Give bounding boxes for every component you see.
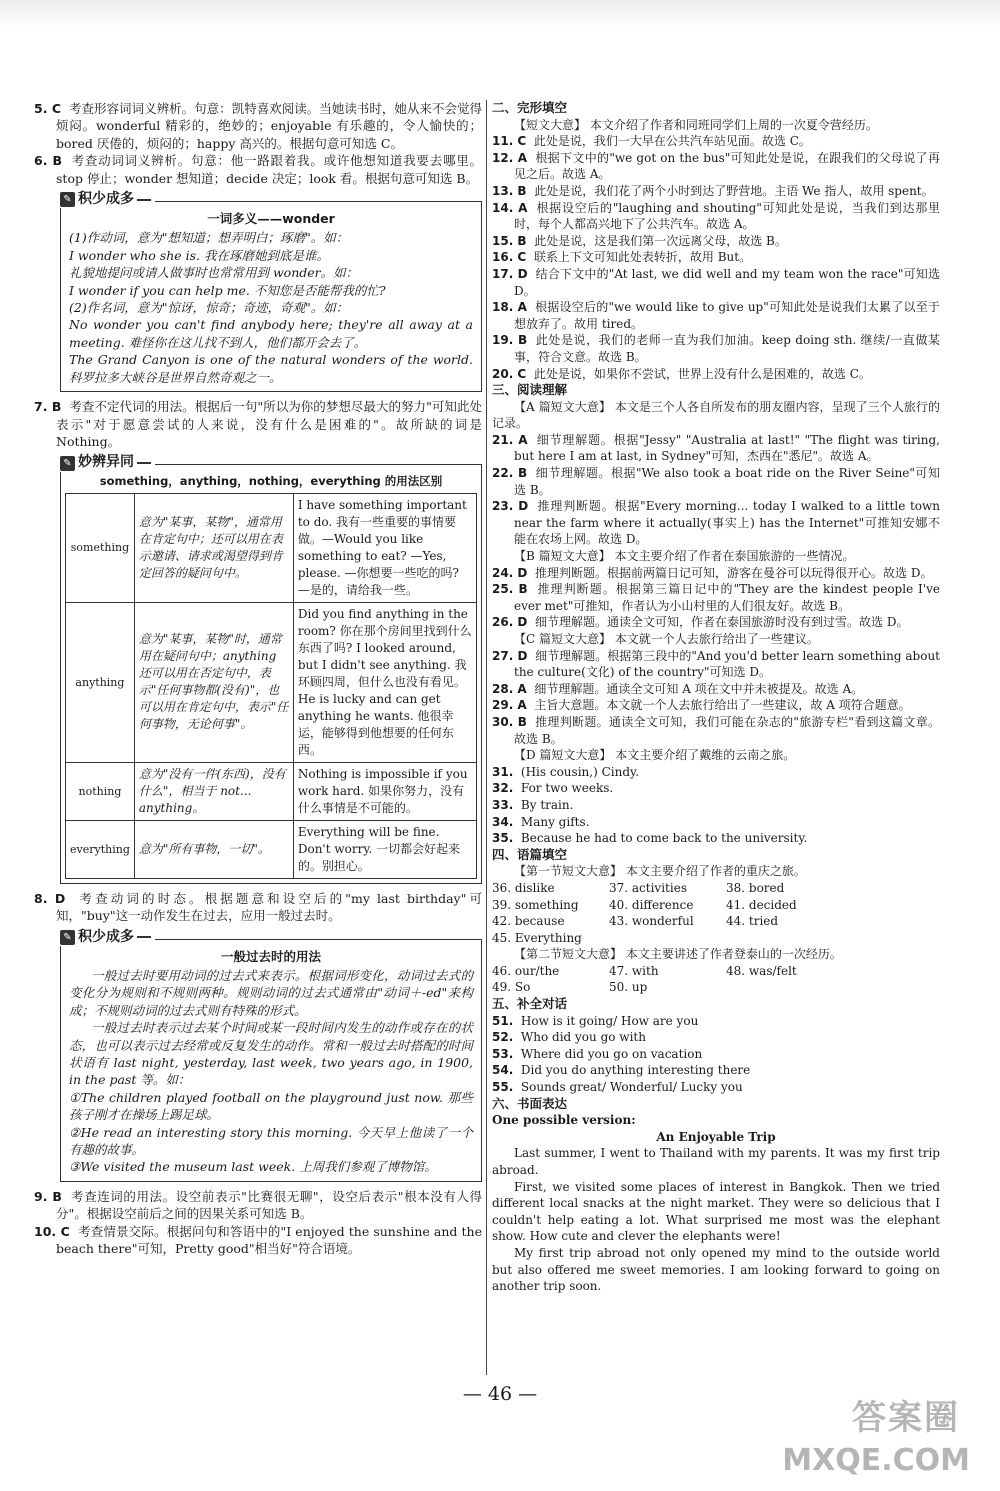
- table-cell-usage: 意为"没有一件(东西)，没有什么"，相当于 not... anything。: [134, 762, 293, 820]
- compare-box: [60, 454, 482, 883]
- answer-item: 15. B 此处是说，这是我们第一次远离父母，故选 B。: [492, 233, 787, 248]
- cloze-answers: [492, 133, 940, 382]
- table-cell-example: Did you find anything in the room? 你在那个房间里找到什么东西了吗? I looked around, but I didn't see anything. 我环顾四周，但什么也没有看见。He is lucky and can get anything he wants. 他很幸运，能够得到他想要的任何东西。: [293, 602, 476, 762]
- table-row: [66, 493, 477, 602]
- passage-a-answers: [492, 432, 940, 548]
- answer-item: 19. B 此处是说，我们的老师一直为我们加油。keep doing sth. 继续/一直做某事，符合文意。故选 B。: [492, 333, 940, 364]
- tip-line: 一般过去时要用动词的过去式来表示。根据词形变化，动词过去式的变化分为规则和不规则两种。规则动词的过去式通常由"动词＋-ed"来构成；不规则动词的过去式则有特殊的形式。: [69, 967, 473, 1018]
- answer-7: 7. B 考查不定代词的用法。根据后一句"所以为你的梦想尽最大的努力"可知此处表示"对于愿意尝试的人来说，没有什么是困难的"。故所缺的词是 Nothing。: [34, 399, 482, 449]
- answer-cell: 48. was/felt: [726, 963, 797, 978]
- answer-cell: [726, 930, 843, 947]
- table-row: [66, 820, 477, 878]
- compare-table: [65, 493, 477, 879]
- answer-item: 14. A 根据设空后的"laughing and shouting"可知此处是说，当我们到达那里时，每个人都高兴地下了公共汽车。故选 A。: [492, 200, 940, 232]
- answer-cell: 41. decided: [726, 897, 797, 912]
- right-column: [492, 100, 940, 1295]
- answer-item: 24. D 推理判断题。根据前两篇日记可知，游客在曼谷可以玩得很开心。故选 D。: [492, 565, 933, 580]
- answer-item: 16. C 联系上下文可知此处表转折，故用 But。: [492, 250, 752, 265]
- table-cell-word: something: [66, 493, 135, 602]
- tip-line: ③We visited the museum last week. 上周我们参观了博物馆。: [69, 1159, 437, 1175]
- answer-item: 55. Sounds great/ Wonderful/ Lucky you: [492, 1080, 743, 1095]
- answer-cell: 42. because: [492, 914, 565, 929]
- tip-line: ②He read an interesting story this morning. 今天早上他读了一个有趣的故事。: [69, 1124, 473, 1157]
- answer-cell: 39. something: [492, 897, 579, 912]
- compare-tag: ✎ 妙辨异同: [60, 454, 155, 471]
- passage-summary: 【B 篇短文大意】 本文主要介绍了作者在泰国旅游的一些情况。: [514, 549, 855, 564]
- tip-box-wonder: [60, 191, 482, 392]
- tip-title: 一般过去时的用法: [220, 948, 321, 964]
- answer-10: 10. C 考查情景交际。根据问句和答语中的"I enjoyed the sunshine and the beach there"可知，Pretty good"相当好"符合语境。: [34, 1223, 482, 1257]
- table-cell-usage: 意为"某事，某物"时，通常用在疑问句中；anything 还可以用在否定句中，表示"任何事物都(没有)"，也可以用在肯定句中，表示"任何事物，无论何事"。: [134, 602, 293, 762]
- table-row: [66, 762, 477, 820]
- answer-item: 26. D 细节理解题。通读全文可知，作者在泰国旅游时没有到过雪。故选 D。: [492, 615, 909, 630]
- answer-8: 8. D 考查动词的时态。根据题意和设空后的"my last birthday"可知，"buy"这一动作发生在过去，应用一般过去时。: [34, 890, 482, 924]
- answer-row: [492, 897, 940, 914]
- answer-item: 34. Many gifts.: [492, 814, 590, 829]
- answer-cell: 37. activities: [609, 880, 687, 895]
- answer-cell: [726, 979, 843, 996]
- passage-b-answers: [492, 565, 940, 631]
- section-heading: 四、语篇填空: [492, 846, 568, 862]
- tip-line: ①The children played football on the playground just now. 那些孩子刚才在操场上踢足球。: [69, 1089, 473, 1123]
- tip-tag: ✎ 积少成多: [60, 191, 155, 208]
- passage-summary: 【D 篇短文大意】 本文主要介绍了戴维的云南之旅。: [514, 748, 796, 763]
- answer-row: [492, 913, 940, 930]
- essay-title: An Enjoyable Trip: [656, 1129, 776, 1144]
- tip-line: The Grand Canyon is one of the natural wonders of the world. 科罗拉多大峡谷是世界自然奇观之一。: [69, 352, 473, 385]
- dialog-answers: [492, 1013, 940, 1096]
- passage-summary: 【第二节短文大意】 本文主要讲述了作者登泰山的一次经历。: [514, 947, 842, 962]
- passage-d-answers: [492, 764, 940, 847]
- tip-tag: ✎ 积少成多: [60, 929, 155, 946]
- page-number: — 46 —: [462, 1383, 538, 1405]
- essay-paragraph: First, we visited some places of interest in Bangkok. Then we tried different local snacks at the night market. They were so delicious that I couldn't help eating a lot. What surprised me most was the elephant show. How cute and clever the elephants were!: [492, 1179, 940, 1244]
- answer-item: 23. D 推理判断题。根据"Every morning... today I walked to a little town near the farm where it actually(事实上) has the Internet"可推知安娜不能在农场上网。故选 D。: [492, 499, 940, 547]
- answer-cell: 50. up: [609, 980, 648, 995]
- fill-answers-part2: [492, 963, 940, 996]
- book-icon: ✎: [60, 192, 75, 207]
- book-icon: ✎: [60, 930, 75, 945]
- answer-item: 12. A 根据下文中的"we got on the bus"可知此处是说，在跟我们的父母说了再见之后。故选 A。: [492, 150, 940, 182]
- answer-cell: 43. wonderful: [609, 914, 694, 929]
- passage-summary: 【A 篇短文大意】 本文是三个人各自所发布的朋友圈内容，呈现了三个人旅行的记录。: [492, 399, 940, 431]
- tip-title: 一词多义——wonder: [207, 211, 335, 227]
- answer-item: 27. D 细节理解题。根据第三段中的"And you'd better learn something about the culture(文化) of the country"可知选 D。: [492, 648, 940, 680]
- answer-cell: 38. bored: [726, 880, 785, 895]
- section-heading: 三、阅读理解: [492, 382, 568, 398]
- section-heading: 五、补全对话: [492, 996, 568, 1012]
- answer-item: 29. A 主旨大意题。本文就一个人去旅行给出了一些建议，故 A 项符合题意。: [492, 698, 911, 713]
- answer-9: 9. B 考查连词的用法。设空前表示"比赛很无聊"，设空后表示"根本没有人得分"。根据设空前后之间的因果关系可知选 B。: [34, 1188, 483, 1222]
- table-cell-word: anything: [66, 602, 135, 762]
- answer-row: [492, 880, 940, 897]
- answer-item: 17. D 结合下文中的"At last, we did well and my team won the race"可知选 D。: [492, 266, 940, 298]
- answer-item: 20. C 此处是说，如果你不尝试，世界上没有什么是困难的，故选 C。: [492, 366, 871, 381]
- column-divider: [486, 100, 487, 1375]
- table-cell-example: Nothing is impossible if you work hard. 如果你努力，没有什么事情是不可能的。: [293, 762, 476, 820]
- answer-cell: 46. our/the: [492, 963, 560, 978]
- answer-item: 51. How is it going/ How are you: [492, 1013, 699, 1028]
- table-cell-example: I have something important to do. 我有一些重要的事情要做。—Would you like something to eat? —Yes, please. —你想要一些吃的吗? —是的，请给我一些。: [293, 493, 476, 602]
- essay-paragraph: My first trip abroad not only opened my mind to the outside world but also offered me sweet memories. I am looking forward to going on another trip soon.: [492, 1245, 940, 1294]
- answer-row: [492, 963, 940, 980]
- answer-item: 11. C 此处是说，我们一大早在公共汽车站见面。故选 C。: [492, 134, 811, 149]
- answer-item: 28. A 细节理解题。通读全文可知 A 项在文中并未被提及。故选 A。: [492, 681, 864, 696]
- tip-line: I wonder who she is. 我在琢磨她到底是谁。: [69, 247, 329, 263]
- answer-item: 30. B 推理判断题。通读全文可知，我们可能在杂志的"旅游专栏"看到这篇文章。故选 B。: [492, 714, 940, 746]
- answer-item: 32. For two weeks.: [492, 781, 614, 796]
- scan-top-shade: [0, 0, 1000, 28]
- table-cell-word: nothing: [66, 762, 135, 820]
- passage-summary: 【短文大意】 本文介绍了作者和同班同学们上周的一次夏令营经历。: [514, 117, 878, 132]
- passage-summary: 【C 篇短文大意】 本文就一个人去旅行给出了一些建议。: [514, 632, 819, 646]
- table-cell-usage: 意为"所有事物，一切"。: [134, 820, 293, 878]
- answer-item: 31. (His cousin,) Cindy.: [492, 764, 640, 779]
- answer-item: 18. A 根据设空后的"we would like to give up"可知此处是说我们太累了以至于想放弃了。故用 tired。: [492, 300, 940, 331]
- passage-summary: 【第一节短文大意】 本文主要介绍了作者的重庆之旅。: [514, 864, 806, 879]
- section-heading: 二、完形填空: [492, 100, 568, 115]
- answer-row: [492, 979, 940, 996]
- answer-item: 53. Where did you go on vacation: [492, 1046, 703, 1061]
- answer-item: 21. A 细节理解题。根据"Jessy" "Australia at last!" "The flight was tiring, but here I am at last, in Sydney"可知，杰西在"悉尼"。故选 A。: [492, 432, 940, 464]
- answer-6: 6. B 考查动词词义辨析。句意：他一路跟着我。或许他想知道我要去哪里。stop 停止；wonder 想知道；decide 决定；look 看。根据句意可知选 B。: [34, 153, 482, 186]
- tip-line: (2)作名词，意为"惊讶，惊奇；奇迹，奇观"。如：: [69, 300, 349, 316]
- tip-box-past-tense: [60, 928, 482, 1182]
- watermark-url: MXQE.COM: [782, 1443, 970, 1478]
- answer-cell: 45. Everything: [492, 930, 582, 945]
- answer-item: 25. B 推理判断题。根据第三篇日记中的"They are the kindest people I've ever met"可推知，作者认为小山村里的人们很友好。故选 B。: [492, 582, 940, 613]
- answer-cell: 36. dislike: [492, 880, 555, 895]
- table-row: [66, 602, 477, 762]
- essay-paragraph: Last summer, I went to Thailand with my parents. It was my first trip abroad.: [492, 1146, 940, 1177]
- table-cell-word: everything: [66, 820, 135, 878]
- tip-line: 一般过去时表示过去某个时间或某一段时间内发生的动作或存在的状态，也可以表示过去经常或反复发生的动作。常和一般过去时搭配的时间状语有 last night, yesterday, last week, two years ago, in 1900, in the past 等。如：: [69, 1020, 473, 1088]
- tip-line: (1)作动词，意为"想知道；想弄明白；琢磨"。如：: [69, 230, 349, 246]
- tip-line: I wonder if you can help me. 不知您是否能帮我的忙?: [69, 282, 386, 298]
- answer-cell: 40. difference: [609, 897, 694, 912]
- answer-cell: 47. with: [609, 963, 659, 978]
- answer-item: 54. Did you do anything interesting there: [492, 1063, 751, 1078]
- table-cell-usage: 意为"某事，某物"，通常用在肯定句中；还可以用在表示邀请、请求或渴望得到肯定回答的疑问句中。: [134, 493, 293, 602]
- possible-version-label: One possible version:: [492, 1113, 636, 1128]
- answer-item: 13. B 此处是说，我们花了两个小时到达了野营地。主语 We 指人，故用 spent。: [492, 183, 934, 198]
- answer-5: 5. C 考查形容词词义辨析。句意：凯特喜欢阅读。当她读书时，她从来不会觉得烦闷。wonderful 精彩的，绝妙的；enjoyable 有乐趣的，令人愉快的；bored 厌倦的，烦闷的；happy 高兴的。根据句意可知选 C。: [34, 101, 482, 151]
- answer-item: 22. B 细节理解题。根据"We also took a boat ride on the River Seine"可知选 B。: [492, 466, 940, 497]
- answer-cell: 49. So: [492, 980, 531, 995]
- table-cell-example: Everything will be fine. Don't worry. 一切都会好起来的。别担心。: [293, 820, 476, 878]
- watermark-logo: 答案圈: [852, 1398, 960, 1438]
- answer-cell: [609, 930, 726, 947]
- book-icon: ✎: [60, 456, 75, 471]
- passage-c-answers: [492, 648, 940, 748]
- answer-item: 35. Because he had to come back to the university.: [492, 831, 808, 846]
- compare-title: something，anything，nothing，everything 的用法区别: [99, 474, 443, 489]
- fill-answers-part1: [492, 880, 940, 946]
- answer-item: 52. Who did you go with: [492, 1030, 646, 1045]
- section-heading: 六、书面表达: [492, 1095, 568, 1111]
- left-column: [34, 100, 482, 1257]
- tip-line: No wonder you can't find anybody here; they're all away at a meeting. 难怪你在这儿找不到人，他们都开会去了。: [69, 317, 473, 350]
- answer-item: 33. By train.: [492, 797, 574, 812]
- tip-line: 礼貌地提问或请人做事时也常常用到 wonder。如：: [69, 265, 359, 281]
- answer-cell: 44. tried: [726, 914, 779, 929]
- answer-row: [492, 930, 940, 947]
